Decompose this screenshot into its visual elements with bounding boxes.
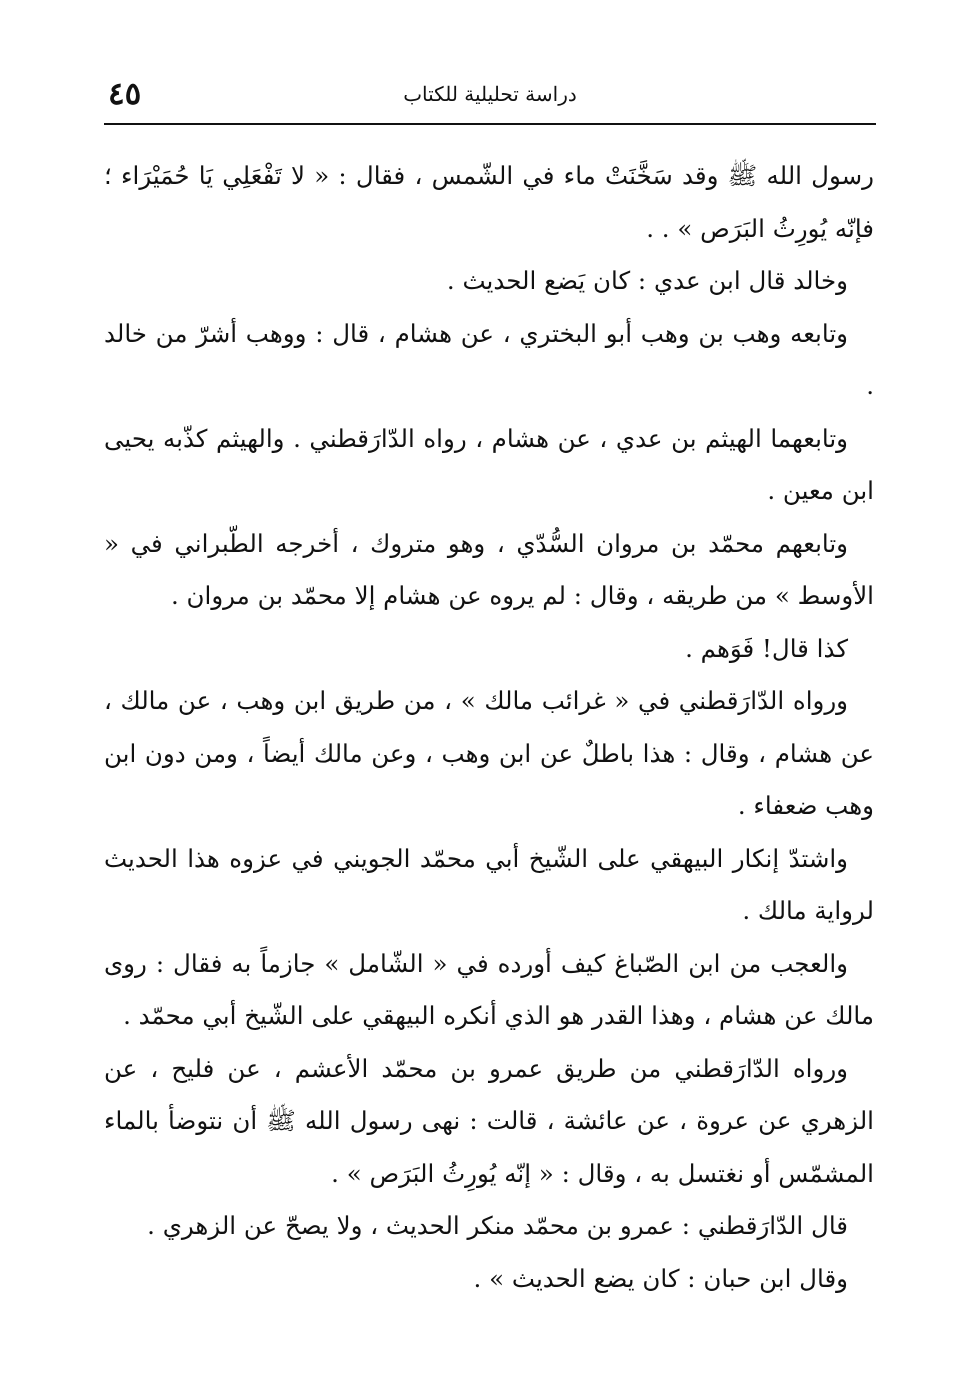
- paragraph: ورواه الدّارَقطني في « غرائب مالك » ، من طريق ابن وهب ، عن مالك ، عن هشام ، وقال : هذا باطلٌ عن ابن وهب ، وعن مالك أيضاً ، ومن دون ابن وهب ضعفاء .: [104, 686, 874, 820]
- page-number: ٤٥: [108, 76, 142, 112]
- paragraph: ورواه الدّارَقطني من طريق عمرو بن محمّد الأعشم ، عن فليح ، عن الزهري عن عروة ، عن عائشة ، قالت : نهى رسول الله ﷺ أن نتوضأ بالماء المشمّس أو نغتسل به ، وقال : « إنّه يُورِثُ البَرَص » .: [104, 1053, 874, 1188]
- paragraph: كذا قال! فَوَهم .: [685, 633, 848, 663]
- running-title: دراسة تحليلية للكتاب: [403, 82, 577, 106]
- paragraph: واشتدّ إنكار البيهقي على الشّيخ أبي محمّد الجويني في عزوه هذا الحديث لرواية مالك .: [104, 843, 874, 925]
- paragraph: وقال ابن حبان : كان يضع الحديث » .: [473, 1263, 848, 1293]
- paragraph: وتابعهم محمّد بن مروان السُّدّي ، وهو متروك ، أخرجه الطّبراني في « الأوسط » من طريقه ، وقال : لم يروه عن هشام إلا محمّد بن مروان .: [104, 528, 874, 610]
- page-header: [104, 74, 876, 120]
- paragraph: وتابعه وهب بن وهب أبو البختري ، عن هشام ، قال : ووهب أشرّ من خالد .: [104, 318, 874, 400]
- header-rule: [104, 123, 876, 125]
- paragraph: والعجب من ابن الصّباغ كيف أورده في « الشّامل » جازماً به فقال : روى مالك عن هشام ، وهذا القدر هو الذي أنكره البيهقي على الشّيخ أبي محمّد .: [104, 948, 874, 1030]
- body-text: [104, 150, 874, 1305]
- paragraph: وتابعهما الهيثم بن عدي ، عن هشام ، رواه الدّارَقطني . والهيثم كذّبه يحيى ابن معين .: [104, 423, 874, 505]
- paragraph: رسول الله ﷺ وقد سَخَّنَتْ ماء في الشّمس ، فقال : « لا تَفْعَلِي يَا حُمَيْرَاء ؛ فإنّه يُورِثُ البَرَص » . .: [104, 161, 874, 243]
- paragraph: وخالد قال ابن عدي : كان يَضع الحديث .: [446, 266, 848, 295]
- paragraph: قال الدّارَقطني : عمرو بن محمّد منكر الحديث ، ولا يصحّ عن الزهري .: [147, 1211, 848, 1240]
